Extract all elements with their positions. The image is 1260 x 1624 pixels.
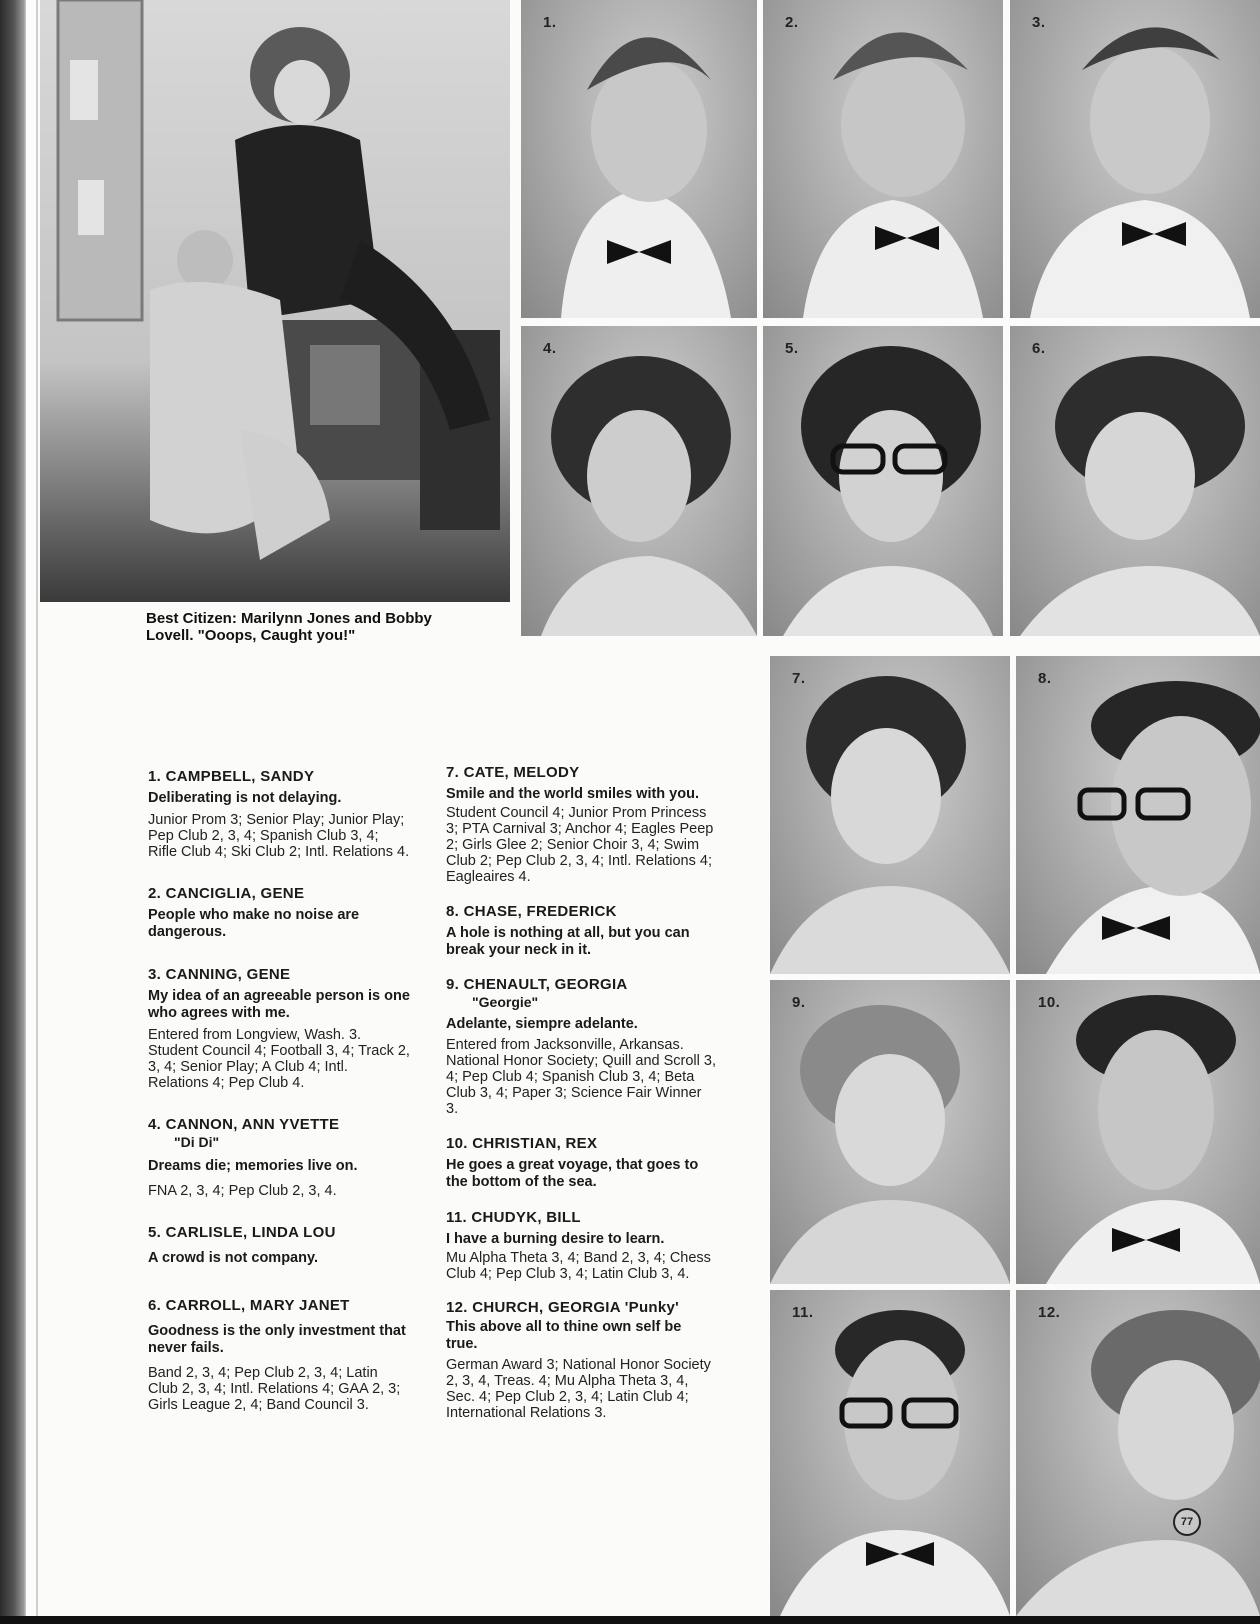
entry-activities: FNA 2, 3, 4; Pep Club 2, 3, 4. (148, 1183, 337, 1199)
portrait-12 (1016, 1290, 1260, 1616)
entry-motto: Adelante, siempre adelante. (446, 1016, 638, 1032)
entry-2 (148, 885, 410, 941)
entry-10 (446, 1135, 716, 1191)
entry-11 (446, 1209, 716, 1282)
text-column-left (148, 768, 410, 1413)
portrait-11 (770, 1290, 1010, 1616)
entry-name: 9. CHENAULT, GEORGIA (446, 976, 628, 993)
portrait-1 (521, 0, 757, 318)
portrait-label: 5. (785, 340, 799, 357)
entry-name: 2. CANCIGLIA, GENE (148, 885, 305, 902)
portrait-label: 2. (785, 14, 799, 31)
portrait-7 (770, 656, 1010, 974)
portrait-label: 8. (1038, 670, 1052, 687)
portrait-10 (1016, 980, 1260, 1284)
entry-6 (148, 1297, 410, 1413)
entry-motto: Goodness is the only investment that never fails. (148, 1323, 406, 1356)
portrait-8 (1016, 656, 1260, 974)
portrait-label: 9. (792, 994, 806, 1011)
page-bottom-edge (0, 1616, 1260, 1624)
text-column-right (446, 764, 716, 1421)
portrait-label: 6. (1032, 340, 1046, 357)
entry-7 (446, 764, 716, 885)
portrait-4 (521, 326, 757, 636)
entry-activities: Band 2, 3, 4; Pep Club 2, 3, 4; Latin Club 2, 3, 4; Intl. Relations 4; GAA 2, 3; Girls League 2, 4; Band Council 3. (148, 1365, 401, 1413)
entry-activities: Entered from Longview, Wash. 3. Student Council 4; Football 3, 4; Track 2, 3, 4; Senior Play; A Club 4; Intl. Relations 4; Pep Club 4. (148, 1027, 410, 1091)
entry-name: 5. CARLISLE, LINDA LOU (148, 1224, 336, 1241)
entry-motto: Dreams die; memories live on. (148, 1158, 358, 1174)
entry-name: 10. CHRISTIAN, REX (446, 1135, 598, 1152)
entry-motto: People who make no noise are dangerous. (148, 907, 360, 940)
portrait-label: 4. (543, 340, 557, 357)
portrait-label: 1. (543, 14, 557, 31)
entry-motto: He goes a great voyage, that goes to the bottom of the sea. (446, 1157, 699, 1190)
page-number: 77 (1173, 1508, 1201, 1536)
entry-name: 11. CHUDYK, BILL (446, 1209, 581, 1226)
entry-name: 3. CANNING, GENE (148, 966, 291, 983)
portrait-6 (1010, 326, 1260, 636)
entry-motto: This above all to thine own self be true. (446, 1319, 682, 1352)
entry-motto: Smile and the world smiles with you. (446, 786, 699, 802)
entry-4 (148, 1116, 410, 1199)
entry-activities: Junior Prom 3; Senior Play; Junior Play; Pep Club 2, 3, 4; Spanish Club 3, 4; Rifle Club 4; Ski Club 2; Intl. Relations 4. (148, 812, 410, 860)
entry-12 (446, 1299, 716, 1421)
entry-name: 6. CARROLL, MARY JANET (148, 1297, 350, 1314)
entry-motto: I have a burning desire to learn. (446, 1231, 665, 1247)
entry-name: 8. CHASE, FREDERICK (446, 903, 617, 920)
entry-activities: Entered from Jacksonville, Arkansas. National Honor Society; Quill and Scroll 3, 4; Pep Club 4; Spanish Club 3, 4; Beta Club 3, 4; Paper 3; Science Fair Winner 3. (446, 1037, 716, 1117)
entry-name: 12. CHURCH, GEORGIA 'Punky' (446, 1299, 680, 1316)
entry-name: 4. CANNON, ANN YVETTE (148, 1116, 340, 1133)
portrait-3 (1010, 0, 1260, 318)
portrait-label: 11. (792, 1304, 814, 1321)
entry-nickname: "Di Di" (174, 1134, 220, 1150)
spine-line (36, 0, 38, 1624)
entry-motto: A hole is nothing at all, but you can break your neck in it. (446, 925, 690, 958)
entry-motto: A crowd is not company. (148, 1250, 318, 1266)
entry-1 (148, 768, 410, 860)
portrait-5 (763, 326, 1003, 636)
entry-5 (148, 1224, 410, 1267)
book-spine (0, 0, 26, 1624)
portrait-label: 7. (792, 670, 806, 687)
portrait-label: 3. (1032, 14, 1046, 31)
entry-9 (446, 976, 716, 1117)
entry-motto: Deliberating is not delaying. (148, 790, 342, 806)
photo-caption: Best Citizen: Marilynn Jones and Bobby Lovell. "Ooops, Caught you!" (146, 610, 432, 644)
entry-activities: Mu Alpha Theta 3, 4; Band 2, 3, 4; Chess Club 4; Pep Club 3, 4; Latin Club 3, 4. (446, 1250, 711, 1282)
entry-name: 1. CAMPBELL, SANDY (148, 768, 315, 785)
entry-3 (148, 966, 410, 1091)
portrait-2 (763, 0, 1003, 318)
entry-activities: German Award 3; National Honor Society 2, 3, 4, Treas. 4; Mu Alpha Theta 3, 4, Sec. 4; Pep Club 2, 3, 4; Latin Club 4; International Relations 3. (446, 1357, 711, 1421)
portrait-label: 10. (1038, 994, 1061, 1011)
candid-photo (40, 0, 510, 602)
portrait-label: 12. (1038, 1304, 1061, 1321)
entry-nickname: "Georgie" (472, 994, 539, 1010)
entry-8 (446, 903, 716, 959)
entry-name: 7. CATE, MELODY (446, 764, 580, 781)
entry-motto: My idea of an agreeable person is one who agrees with me. (148, 988, 410, 1021)
entry-activities: Student Council 4; Junior Prom Princess 3; PTA Carnival 3; Anchor 4; Eagles Peep 2; Girls Glee 2; Senior Choir 3, 4; Swim Club 2; Pep Club 2, 3, 4; Intl. Relations 4; Eagleaires 4. (446, 805, 714, 885)
portrait-9 (770, 980, 1010, 1284)
